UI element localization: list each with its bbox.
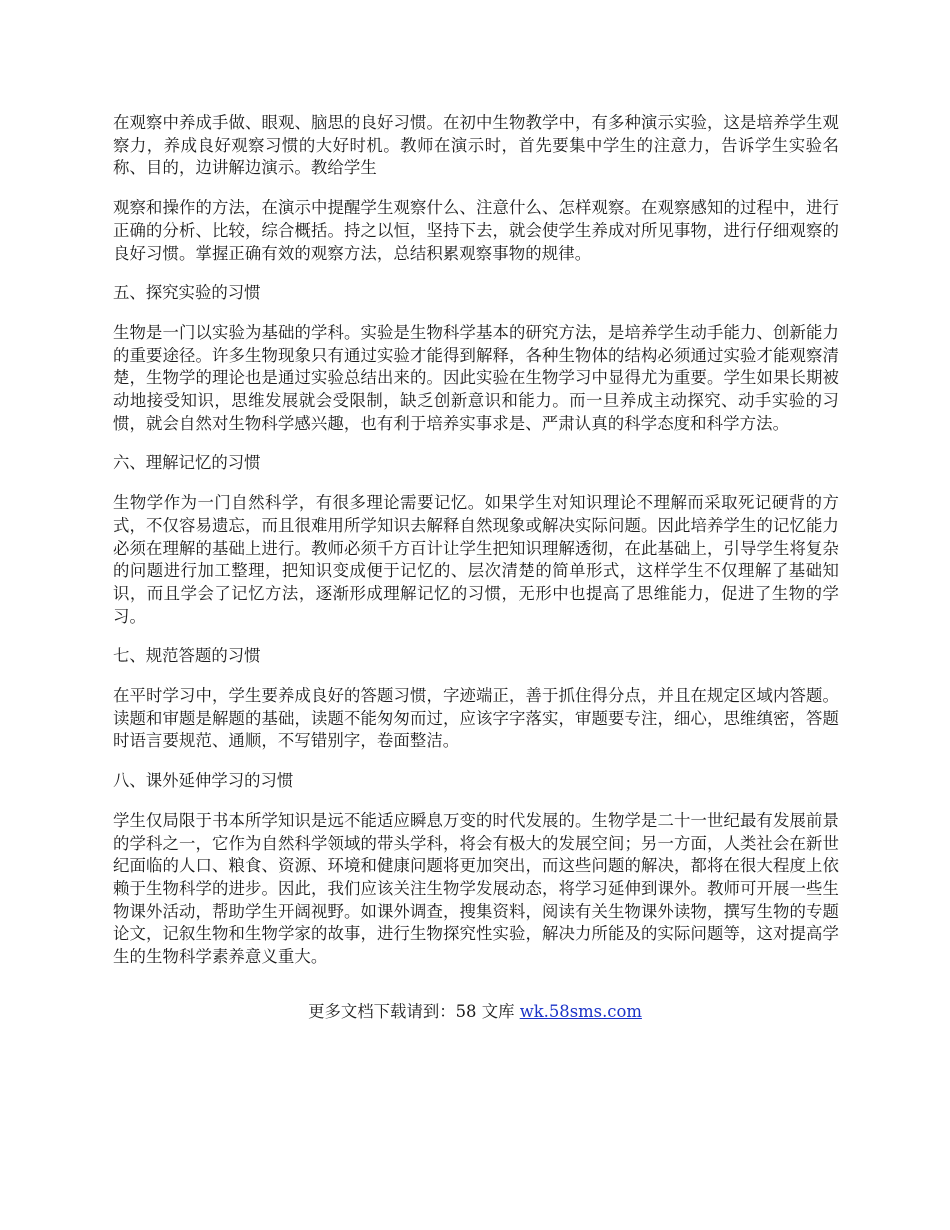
footer-prefix: 更多文档下载请到：58 文库 <box>308 1002 520 1021</box>
paragraph-observation-2: 观察和操作的方法，在演示中提醒学生观察什么、注意什么、怎样观察。在观察感知的过程中，进行正确的分析、比较，综合概括。持之以恒，坚持下去，就会使学生养成对所见事物，进行仔细观察的良好习惯。掌握正确有效的观察方法，总结积累观察事物的规律。 <box>113 198 839 263</box>
section-heading-memory: 六、理解记忆的习惯 <box>113 453 261 473</box>
section-heading-experiment: 五、探究实验的习惯 <box>113 283 261 303</box>
paragraph-memory: 生物学作为一门自然科学，有很多理论需要记忆。如果学生对知识理论不理解而采取死记硬背的方式，不仅容易遗忘，而且很难用所学知识去解释自然现象或解决实际问题。因此培养学生的记忆能力必须在理解的基础上进行。教师必须千方百计让学生把知识理解透彻，在此基础上，引导学生将复杂的问题进行加工整理，把知识变成便于记忆的、层次清楚的简单形式，这样学生不仅理解了基础知识，而且学会了记忆方法，逐渐形成理解记忆的习惯，无形中也提高了思维能力，促进了生物的学习。 <box>113 493 839 626</box>
footer-link[interactable]: wk.58sms.com <box>519 1002 642 1021</box>
section-heading-answering: 七、规范答题的习惯 <box>113 646 261 666</box>
paragraph-extension: 学生仅局限于书本所学知识是远不能适应瞬息万变的时代发展的。生物学是二十一世纪最有发展前景的学科之一，它作为自然科学领域的带头学科，将会有极大的发展空间；另一方面，人类社会在新世纪面临的人口、粮食、资源、环境和健康问题将更加突出，而这些问题的解决，都将在很大程度上依赖于生物科学的进步。因此，我们应该关注生物学发展动态，将学习延伸到课外。教师可开展一些生物课外活动，帮助学生开阔视野。如课外调查，搜集资料，阅读有关生物课外读物，撰写生物的专题论文，记叙生物和生物学家的故事，进行生物探究性实验，解决力所能及的实际问题等，这对提高学生的生物科学素养意义重大。 <box>113 810 839 967</box>
footer <box>0 1000 950 1024</box>
section-heading-extension: 八、课外延伸学习的习惯 <box>113 771 294 791</box>
document-body <box>113 112 839 986</box>
paragraph-experiment: 生物是一门以实验为基础的学科。实验是生物科学基本的研究方法，是培养学生动手能力、创新能力的重要途径。许多生物现象只有通过实验才能得到解释，各种生物体的结构必须通过实验才能观察清楚，生物学的理论也是通过实验总结出来的。因此实验在生物学习中显得尤为重要。学生如果长期被动地接受知识，思维发展就会受限制，缺乏创新意识和能力。而一旦养成主动探究、动手实验的习惯，就会自然对生物科学感兴趣，也有利于培养实事求是、严肃认真的科学态度和科学方法。 <box>113 322 839 433</box>
paragraph-observation-1: 在观察中养成手做、眼观、脑思的良好习惯。在初中生物教学中，有多种演示实验，这是培养学生观察力，养成良好观察习惯的大好时机。教师在演示时，首先要集中学生的注意力，告诉学生实验名称、目的，边讲解边演示。教给学生 <box>113 113 839 178</box>
paragraph-answering: 在平时学习中，学生要养成良好的答题习惯，字迹端正，善于抓住得分点，并且在规定区域内答题。读题和审题是解题的基础，读题不能匆匆而过，应该字字落实，审题要专注，细心，思维缜密，答题时语言要规范、通顺，不写错别字，卷面整洁。 <box>113 686 839 751</box>
